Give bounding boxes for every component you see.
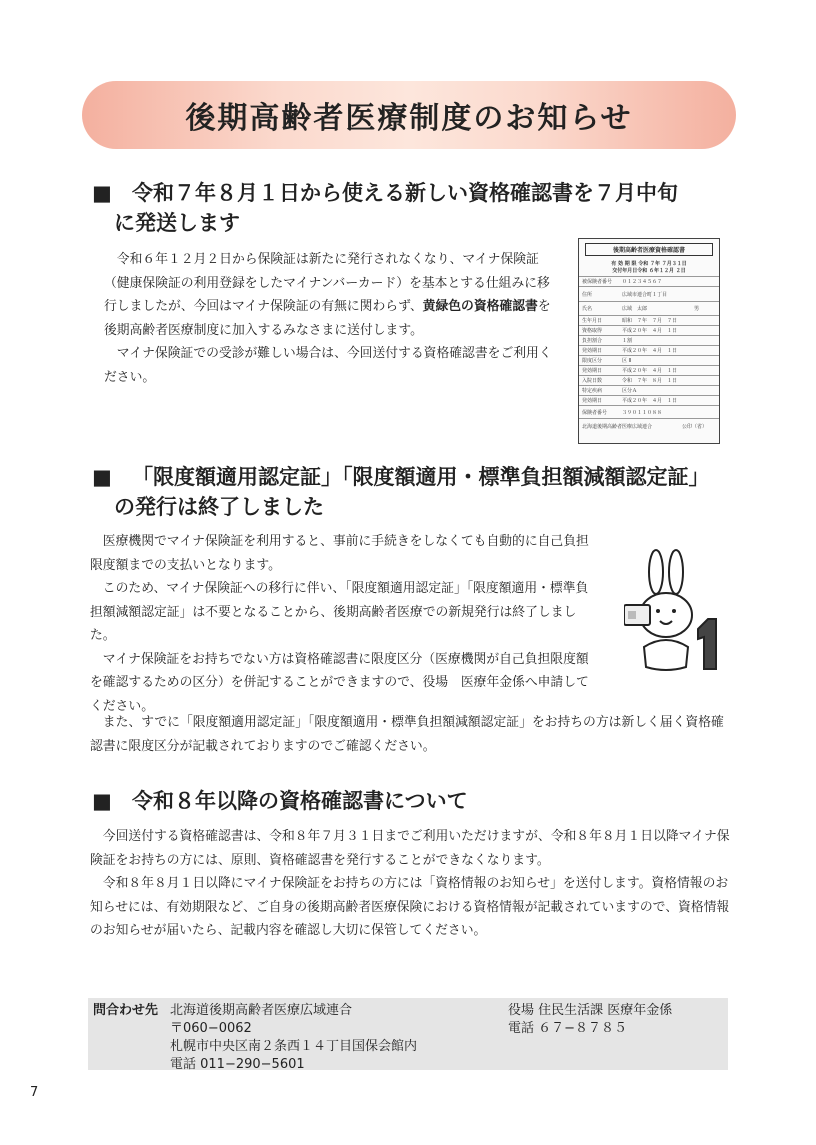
section2-heading: ■ 「限度額適用認定証」「限度額適用・標準負担額減額認定証」 の発行は終了しました: [92, 462, 710, 522]
section3-paragraph2: 令和８年８月１日以降にマイナ保険証をお持ちの方には「資格情報のお知らせ」を送付します。資格情報のお知らせには、有効期限など、ご自身の後期高齢者医療保険における資格情報が記載されていますので、資格情報のお知らせが届いたら、記載内容を確認し大切に保管してください。: [90, 876, 730, 938]
section2-paragraph3: マイナ保険証をお持ちでない方は資格確認書に限度区分（医療機関が自己負担限度額を確認するための区分）を併記することができますので、役場 医療年金係へ申請してください。: [90, 651, 589, 714]
square-bullet-icon: ■: [92, 789, 112, 813]
section1-paragraph2: マイナ保険証での受診が難しい場合は、今回送付する資格確認書をご利用ください。: [104, 346, 552, 385]
section2-paragraph2: このため、マイナ保険証への移行に伴い、「限度額適用認定証」「限度額適用・標準負担額減額認定証」は不要となることから、後期高齢者医療での新規発行は終了しました。: [90, 581, 589, 643]
section1-heading: ■ 令和７年８月１日から使える新しい資格確認書を７月中旬 に発送します: [92, 178, 678, 238]
contact-box: [88, 998, 728, 1070]
contact-label: 問合わせ先: [93, 1003, 159, 1018]
contact-org: 北海道後期高齢者医療広域連合: [170, 1003, 353, 1018]
section3-body: [90, 825, 730, 943]
contact-office-block: [508, 1002, 672, 1038]
contact-postal: 〒060−0062: [170, 1021, 252, 1036]
section2-body-bottom: [90, 711, 730, 758]
page-title: 後期高齢者医療制度のお知らせ: [185, 101, 633, 136]
section3-paragraph1: 今回送付する資格確認書は、令和８年７月３１日までご利用いただけますが、令和８年８月１日以降マイナ保険証をお持ちの方には、原則、資格確認書を発行することができなくなります。: [90, 829, 730, 868]
contact-phone: 電話 011−290−5601: [170, 1057, 305, 1072]
contact-address-block: [170, 1002, 417, 1074]
contact-address: 札幌市中央区南２条西１４丁目国保会館内: [170, 1039, 418, 1054]
section2-paragraph1: 医療機関でマイナ保険証を利用すると、事前に手続きをしなくても自動的に自己負担限度額までの支払いとなります。: [90, 534, 589, 573]
section3-heading: ■ 令和８年以降の資格確認書について: [92, 786, 468, 816]
contact-office-phone: 電話 ６７−８７８５: [508, 1021, 628, 1036]
page-number: 7: [30, 1085, 39, 1100]
mynaportal-rabbit-mascot-icon: [624, 547, 724, 677]
section2-body-top: [90, 530, 595, 718]
section2-paragraph4: また、すでに「限度額適用認定証」「限度額適用・標準負担額減額認定証」をお持ちの方は新しく届く資格確認書に限度区分が記載されておりますのでご確認ください。: [90, 715, 724, 754]
certificate-sample-image: 後期高齢者医療資格確認書 有 効 期 限 令和 ７年 ７月３１日 交付年月日令和 ６年１２月 ２日 被保険者番号 ０１２３４５６７ 住所 広域市連合町１丁目 氏名 広域 太郎 男 生年月日 昭和 ７年 ７月 ７日 資格取得 平成２０年 ４月 １日 負担割合 １割 発効期日 平成２０年 ４月 １日 限度区分 区 Ⅱ 発効期日 平成２０年 ４月 １日 入院日数 令和 ７年 ８月 １日 特定疾病 区分Ａ 発効期日 平成２０年 ４月 １日 保険者番号 ３９０１１０８８ 北海道後期高齢者医療広域連合 公印（省）: [578, 238, 720, 444]
title-banner: [82, 81, 736, 149]
section1-paragraph1: 令和６年１２月２日から保険証は新たに発行されなくなり、マイナ保険証（健康保険証の利用登録をしたマイナンバーカード）を基本とする仕組みに移行しましたが、今回はマイナ保険証の有無に関わらず、黄緑色の資格確認書を後期高齢者医療制度に加入するみなさまに送付します。: [104, 252, 551, 338]
square-bullet-icon: ■: [92, 465, 112, 489]
contact-office: 役場 住民生活課 医療年金係: [508, 1003, 673, 1018]
section1-body: [104, 248, 562, 389]
square-bullet-icon: ■: [92, 181, 112, 205]
